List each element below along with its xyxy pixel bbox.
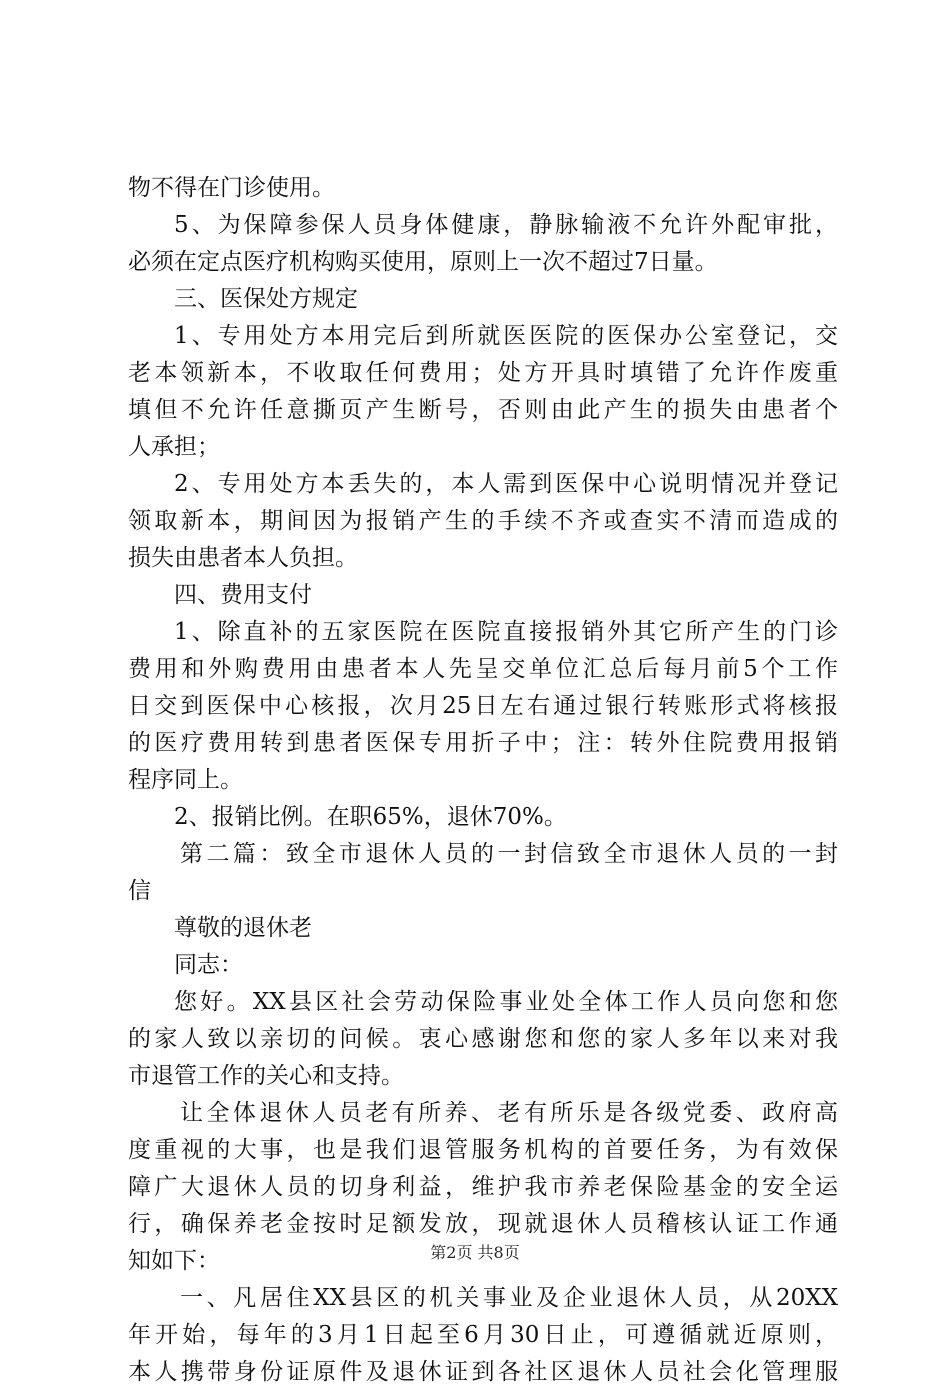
chapter-title: 信: [128, 878, 151, 904]
chapter-title: 第二篇：致全市退休人员的一封信致全市退休人员的一封: [180, 841, 838, 867]
paragraph-line: 一、凡居住XX县区的机关事业及企业退休人员，从20XX: [180, 1285, 838, 1311]
document-body: [128, 170, 838, 1391]
paragraph-line: 程序同上。: [128, 767, 243, 793]
paragraph-line: 您好。XX县区社会劳动保险事业处全体工作人员向您和您: [174, 989, 838, 1015]
letter-salutation: 同志：: [174, 952, 243, 978]
paragraph-line: 年开始，每年的3月1日起至6月30日止，可遵循就近原则，: [128, 1322, 838, 1348]
paragraph-line: 5、为保障参保人员身体健康，静脉输液不允许外配审批，: [174, 212, 838, 238]
paragraph-line: 损失由患者本人负担。: [128, 545, 358, 571]
paragraph-line: 必须在定点医疗机构购买使用，原则上一次不超过7日量。: [128, 249, 718, 275]
paragraph-line: 度重视的大事，也是我们退管服务机构的首要任务，为有效保: [128, 1137, 838, 1163]
paragraph-line: 1、专用处方本用完后到所就医医院的医保办公室登记，交: [174, 323, 838, 349]
paragraph-line: 的医疗费用转到患者医保专用折子中；注：转外住院费用报销: [128, 730, 838, 756]
section-heading: 四、费用支付: [174, 582, 312, 608]
paragraph-line: 的家人致以亲切的问候。衷心感谢您和您的家人多年以来对我: [128, 1026, 838, 1052]
paragraph-line: 障广大退休人员的切身利益，维护我市养老保险基金的安全运: [128, 1174, 838, 1200]
paragraph-line: 人承担；: [128, 434, 220, 460]
paragraph-line: 市退管工作的关心和支持。: [128, 1063, 404, 1089]
paragraph-line: 2、报销比例。在职65%，退休70%。: [174, 804, 567, 830]
paragraph-line: 日交到医保中心核报，次月25日左右通过银行转账形式将核报: [128, 693, 838, 719]
paragraph-line: 填但不允许任意撕页产生断号，否则由此产生的损失由患者个: [128, 397, 838, 423]
paragraph-line: 领取新本，期间因为报销产生的手续不齐或查实不清而造成的: [128, 508, 838, 534]
paragraph-line: 2、专用处方本丢失的，本人需到医保中心说明情况并登记: [174, 471, 838, 497]
letter-salutation: 尊敬的退休老: [174, 915, 312, 941]
paragraph-line: 1、除直补的五家医院在医院直接报销外其它所产生的门诊: [174, 619, 838, 645]
paragraph-line: 行，确保养老金按时足额发放，现就退休人员稽核认证工作通: [128, 1211, 838, 1237]
paragraph-line: 让全体退休人员老有所养、老有所乐是各级党委、政府高: [180, 1100, 838, 1126]
page-number-footer: 第2页 共8页: [430, 1243, 520, 1262]
paragraph-line: 物不得在门诊使用。: [128, 175, 335, 201]
paragraph-line: 老本领新本，不收取任何费用；处方开具时填错了允许作废重: [128, 360, 838, 386]
paragraph-line: 费用和外购费用由患者本人先呈交单位汇总后每月前5个工作: [128, 656, 838, 682]
paragraph-line: 本人携带身份证原件及退休证到各社区退休人员社会化管理服: [128, 1359, 838, 1385]
section-heading: 三、医保处方规定: [174, 286, 358, 312]
paragraph-line: 知如下：: [128, 1248, 220, 1274]
